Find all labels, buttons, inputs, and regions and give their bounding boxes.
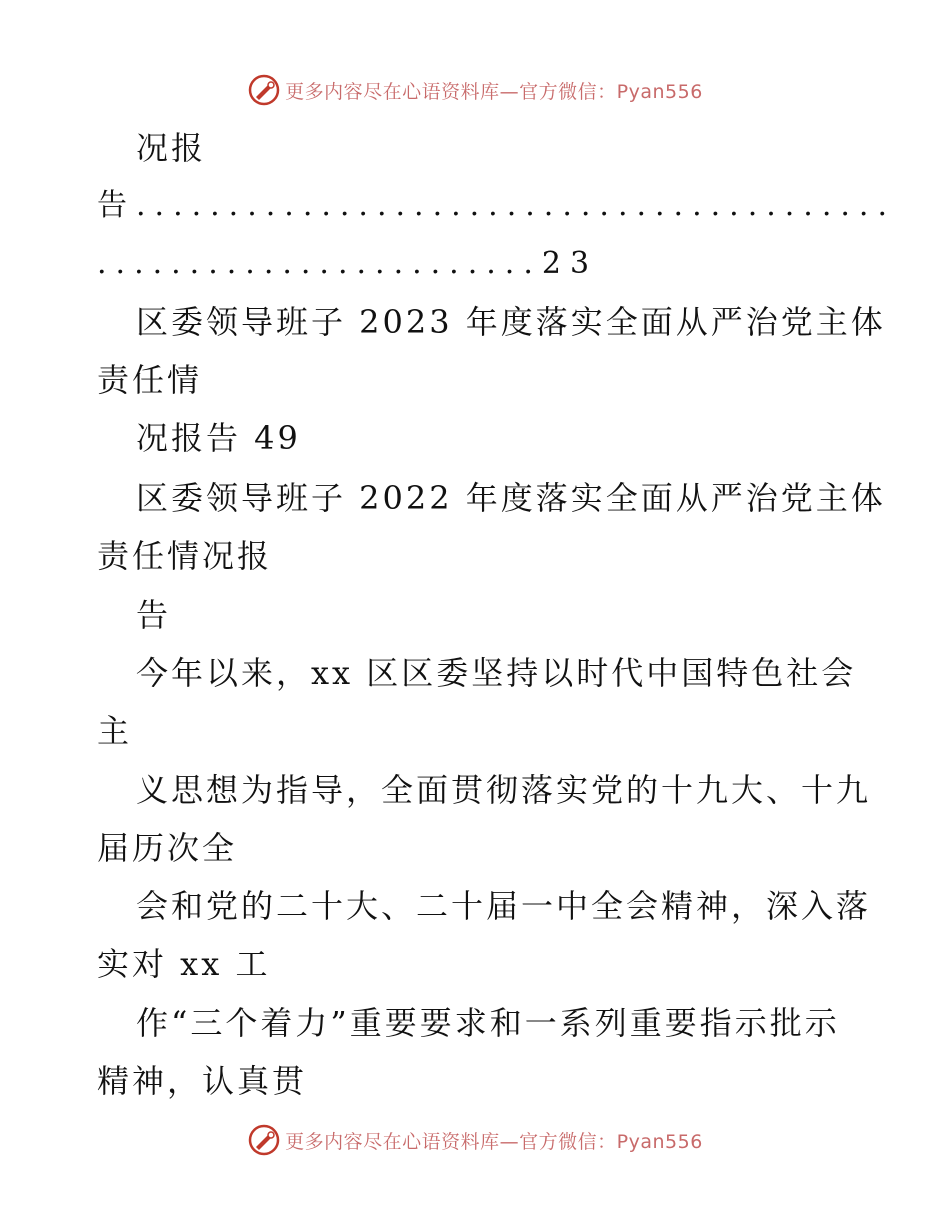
- paragraph-line: 义思想为指导，全面贯彻落实党的十九大、十九: [136, 771, 872, 809]
- text-line: 况报: [136, 129, 207, 167]
- watermark-text: 更多内容尽在心语资料库—官方微信：Pyan556: [285, 80, 703, 103]
- toc-entry-page: 况报告 49: [136, 419, 301, 457]
- paragraph-line: 主: [97, 712, 133, 750]
- paragraph-line: 作“三个着力”重要要求和一系列重要指示批示: [136, 1004, 840, 1042]
- paragraph-line: 实对 xx 工: [97, 945, 271, 983]
- paragraph-line: 今年以来，xx 区区委坚持以时代中国特色社会: [136, 654, 857, 692]
- toc-entry-title: 区委领导班子 2023 年度落实全面从严治党主体: [136, 303, 886, 341]
- paragraph-line: 届历次全: [97, 829, 238, 867]
- toc-dot-leader-line: ........................23: [97, 246, 599, 281]
- paragraph-line: 会和党的二十大、二十届一中全会精神，深入落: [136, 887, 872, 925]
- section-title: 区委领导班子 2022 年度落实全面从严治党主体: [136, 479, 886, 517]
- toc-dot-leader-line: 告.........................................: [97, 188, 896, 223]
- watermark-banner-top: [0, 70, 950, 110]
- watermark-banner-bottom: [0, 1120, 950, 1160]
- paragraph-line: 精神，认真贯: [97, 1062, 308, 1100]
- section-title-cont: 责任情况报: [97, 537, 273, 575]
- text-line: 责任情: [97, 361, 203, 399]
- pen-logo-icon: [247, 73, 281, 107]
- section-title-cont: 告: [136, 596, 172, 634]
- pen-logo-icon: [247, 1123, 281, 1157]
- watermark-text: 更多内容尽在心语资料库—官方微信：Pyan556: [285, 1130, 703, 1153]
